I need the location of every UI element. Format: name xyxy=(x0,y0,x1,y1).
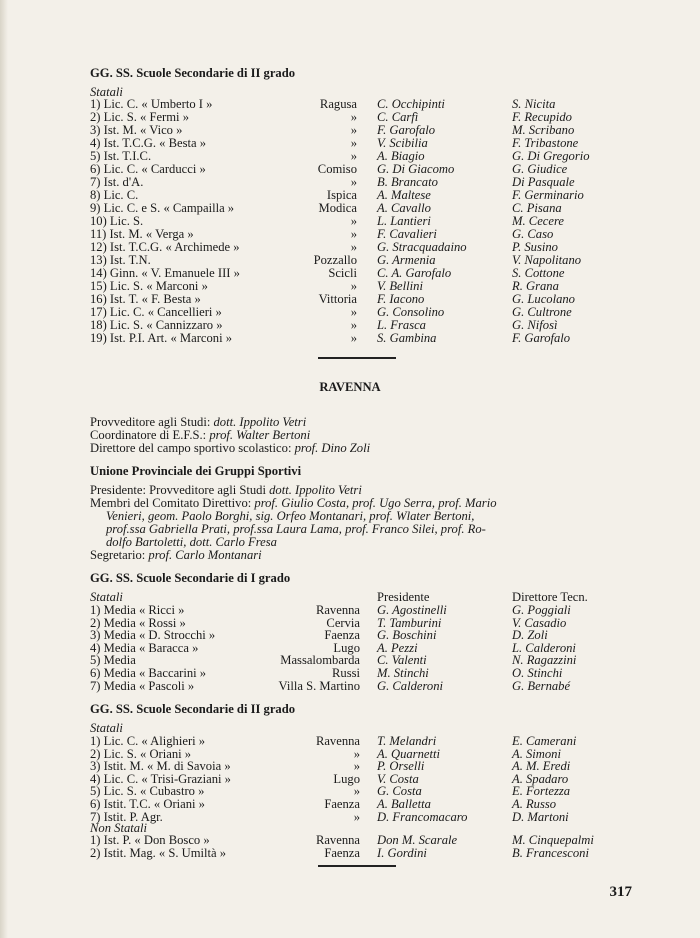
official-name: prof. Dino Zoli xyxy=(294,441,371,455)
school-name: 7) Istit. P. Agr. xyxy=(90,809,163,824)
president-name: dott. Ippolito Vetri xyxy=(269,483,362,497)
section-subheading: Statali xyxy=(90,721,123,735)
school-city: » xyxy=(350,136,357,150)
president-name: A. Biagio xyxy=(377,149,425,163)
president-name: S. Gambina xyxy=(377,331,437,345)
school-name: 15) Lic. S. « Marconi » xyxy=(90,279,208,293)
school-city: » xyxy=(350,279,357,293)
director-name: R. Grana xyxy=(512,279,559,293)
school-name: 4) Lic. C. « Trisi-Graziani » xyxy=(90,771,231,786)
school-name: 9) Lic. C. e S. « Campailla » xyxy=(90,201,235,215)
school-name: 1) Lic. C. « Alighieri » xyxy=(90,734,206,748)
city-title: RAVENNA xyxy=(319,380,381,394)
school-name: 3) Media « D. Strocchi » xyxy=(90,628,216,643)
school-name: 2) Media « Rossi » xyxy=(90,615,186,630)
section-heading: GG. SS. Scuole Secondarie di I grado xyxy=(90,571,291,585)
director-name: S. Nicita xyxy=(512,97,556,111)
school-name: 2) Istit. Mag. « S. Umiltà » xyxy=(90,845,227,860)
director-name: M. Scribano xyxy=(512,123,575,137)
president-name: G. Armenia xyxy=(377,253,436,267)
school-name: 16) Ist. T. « F. Besta » xyxy=(90,292,201,306)
school-name: 5) Ist. T.I.C. xyxy=(90,149,152,163)
school-name: 13) Ist. T.N. xyxy=(90,253,151,267)
school-name: 3) Ist. M. « Vico » xyxy=(90,123,183,137)
president-name: C. A. Garofalo xyxy=(377,266,452,280)
president-name: V. Costa xyxy=(377,771,419,786)
school-city: Ravenna xyxy=(315,734,360,748)
section-subheading: Statali xyxy=(90,590,123,604)
director-name: F. Recupido xyxy=(512,110,572,124)
committee-members: prof. Giulio Costa, prof. Ugo Serra, prof. Mario xyxy=(254,496,497,510)
official-name: prof. Walter Bertoni xyxy=(209,428,311,442)
school-name: 17) Lic. C. « Cancellieri » xyxy=(90,305,222,319)
president-name: L. Frasca xyxy=(377,318,426,332)
official-role: Provveditore agli Studi: xyxy=(90,415,211,429)
official-role: Direttore del campo sportivo scolastico: xyxy=(90,441,292,455)
school-name: 1) Lic. C. « Umberto I » xyxy=(90,97,213,111)
school-name: 18) Lic. S. « Cannizzaro » xyxy=(90,318,223,332)
school-city: » xyxy=(350,331,357,345)
director-name: A. Spadaro xyxy=(512,771,569,786)
president-name: A. Maltese xyxy=(377,188,431,202)
school-name: 2) Lic. S. « Oriani » xyxy=(90,746,192,761)
president-name: A. Pezzi xyxy=(377,640,418,655)
president-name: F. Garofalo xyxy=(377,123,436,137)
director-name: G. Nifosì xyxy=(512,318,558,332)
official-role: Coordinatore di E.F.S.: xyxy=(90,428,207,442)
school-name: 5) Lic. S. « Cubastro » xyxy=(90,784,205,799)
president-name: F. Iacono xyxy=(377,292,425,306)
school-city: Lugo xyxy=(333,771,360,786)
director-name: G. Giudice xyxy=(512,162,568,176)
president-name: F. Cavalieri xyxy=(377,227,437,241)
president-name: G. Stracquadaino xyxy=(377,240,467,254)
section-subheading: Statali xyxy=(90,85,123,99)
school-name: 10) Lic. S. xyxy=(90,214,144,228)
president-name: C. Occhipinti xyxy=(377,97,445,111)
director-name: P. Susino xyxy=(512,240,558,254)
director-name: D. Martoni xyxy=(512,809,569,824)
school-name: 6) Istit. T.C. « Oriani » xyxy=(90,797,205,811)
director-name: Di Pasquale xyxy=(512,175,575,189)
school-city: Ravenna xyxy=(315,603,360,617)
committee-members: dolfo Bartoletti, dott. Carlo Fresa xyxy=(106,535,277,549)
union-secretary xyxy=(90,549,262,562)
president-name: T. Tamburini xyxy=(377,615,442,630)
director-name: A. Russo xyxy=(512,797,557,811)
director-name: N. Ragazzini xyxy=(512,653,577,668)
president-name: G. Boschini xyxy=(377,628,437,643)
president-name: V. Bellini xyxy=(377,279,423,293)
president-name: V. Scibilia xyxy=(377,136,428,150)
school-name: 7) Ist. d'A. xyxy=(90,175,144,189)
director-name: L. Calderoni xyxy=(512,640,576,655)
director-name: O. Stinchi xyxy=(512,666,563,680)
school-city: Faenza xyxy=(324,628,360,643)
school-city: Cervia xyxy=(326,615,360,630)
director-name: G. Di Gregorio xyxy=(512,149,590,163)
official-line xyxy=(90,442,370,455)
school-city: Faenza xyxy=(324,797,360,811)
president-text: Provveditore agli Studi xyxy=(149,483,266,497)
president-name: C. Carfì xyxy=(377,110,419,124)
director-name: F. Tribastone xyxy=(512,136,579,150)
school-name: 7) Media « Pascoli » xyxy=(90,678,195,693)
secretary-role: Segretario: xyxy=(90,548,146,562)
president-name: D. Francomacaro xyxy=(377,809,468,824)
school-city: » xyxy=(350,318,357,332)
director-name: M. Cinquepalmi xyxy=(512,833,594,847)
section-heading: GG. SS. Scuole Secondarie di II grado xyxy=(90,66,296,80)
director-name: G. Poggiali xyxy=(512,603,571,617)
school-city: Comiso xyxy=(317,162,357,176)
director-name: A. Simoni xyxy=(512,746,561,761)
school-city: » xyxy=(353,759,360,774)
school-name: 11) Ist. M. « Verga » xyxy=(90,227,194,241)
director-name: G. Cultrone xyxy=(512,305,572,319)
president-name: C. Valenti xyxy=(377,653,427,668)
school-name: 3) Istit. M. « M. di Savoia » xyxy=(90,759,231,774)
school-city: Villa S. Martino xyxy=(278,678,360,693)
director-name: F. Germinario xyxy=(512,188,584,202)
school-name: 4) Ist. T.C.G. « Besta » xyxy=(90,136,207,150)
school-name: 2) Lic. S. « Fermi » xyxy=(90,110,189,124)
school-city: » xyxy=(350,227,357,241)
school-name: 19) Ist. P.I. Art. « Marconi » xyxy=(90,331,233,345)
school-city: Ispica xyxy=(326,188,357,202)
director-name: V. Napolitano xyxy=(512,253,582,267)
divider-rule xyxy=(318,357,396,359)
president-name: G. Calderoni xyxy=(377,678,444,693)
page-number: 317 xyxy=(609,884,632,900)
column-header-president: Presidente xyxy=(377,590,430,604)
school-name: 6) Lic. C. « Carducci » xyxy=(90,162,206,176)
column-header-director: Direttore Tecn. xyxy=(512,590,588,604)
school-name: 4) Media « Baracca » xyxy=(90,640,199,655)
director-name: B. Francesconi xyxy=(512,845,589,860)
school-city: Ravenna xyxy=(315,833,360,847)
director-name: M. Cecere xyxy=(512,214,564,228)
section-heading: GG. SS. Scuole Secondarie di II grado xyxy=(90,702,296,716)
director-name: E. Fortezza xyxy=(512,784,571,799)
president-name: G. Consolino xyxy=(377,305,445,319)
secretary-name: prof. Carlo Montanari xyxy=(148,548,262,562)
union-heading: Unione Provinciale dei Gruppi Sportivi xyxy=(90,464,302,478)
director-name: S. Cottone xyxy=(512,266,565,280)
school-city: Pozzallo xyxy=(313,253,357,267)
school-city: » xyxy=(350,123,357,137)
school-city: » xyxy=(353,809,360,824)
president-name: G. Agostinelli xyxy=(377,603,447,617)
president-name: A. Quarnetti xyxy=(377,746,440,761)
school-city: » xyxy=(350,240,357,254)
president-name: P. Orselli xyxy=(377,759,425,774)
school-name: 1) Ist. P. « Don Bosco » xyxy=(90,833,210,847)
director-name: A. M. Eredi xyxy=(512,759,571,774)
section-subheading: Non Statali xyxy=(90,821,148,835)
committee-members: Venieri, geom. Paolo Borghi, sig. Orfeo Montanari, prof. Wlater Bertoni, xyxy=(106,509,475,523)
school-name: 12) Ist. T.C.G. « Archimede » xyxy=(90,240,240,254)
school-city: Russi xyxy=(332,666,360,680)
president-role: Presidente: xyxy=(90,483,146,497)
school-city: » xyxy=(353,784,360,799)
president-name: G. Costa xyxy=(377,784,422,799)
president-name: Don M. Scarale xyxy=(377,833,458,847)
school-city: » xyxy=(350,110,357,124)
divider-rule xyxy=(318,865,396,867)
school-city: Modica xyxy=(318,201,357,215)
school-city: » xyxy=(350,214,357,228)
director-name: G. Bernabé xyxy=(512,678,571,693)
director-name: C. Pisana xyxy=(512,201,562,215)
school-city: Ragusa xyxy=(319,97,357,111)
president-name: B. Brancato xyxy=(377,175,438,189)
president-name: G. Di Giacomo xyxy=(377,162,455,176)
president-name: A. Balletta xyxy=(377,797,431,811)
president-name: M. Stinchi xyxy=(377,666,429,680)
school-name: 5) Media xyxy=(90,653,136,668)
school-city: Scicli xyxy=(328,266,357,280)
school-city: » xyxy=(353,746,360,761)
binding-edge xyxy=(0,0,8,938)
president-name: I. Gordini xyxy=(377,845,427,860)
school-name: 14) Ginn. « V. Emanuele III » xyxy=(90,266,240,280)
director-name: E. Camerani xyxy=(512,734,577,748)
president-name: A. Cavallo xyxy=(377,201,431,215)
school-city: Lugo xyxy=(333,640,360,655)
school-name: 6) Media « Baccarini » xyxy=(90,666,207,680)
director-name: V. Casadio xyxy=(512,615,567,630)
school-city: Faenza xyxy=(324,845,360,860)
director-name: G. Caso xyxy=(512,227,554,241)
director-name: G. Lucolano xyxy=(512,292,575,306)
school-city: Vittoria xyxy=(318,292,357,306)
official-name: dott. Ippolito Vetri xyxy=(213,415,307,429)
school-city: » xyxy=(350,305,357,319)
school-city: Massalombarda xyxy=(280,653,360,668)
school-city: » xyxy=(350,149,357,163)
director-name: F. Garofalo xyxy=(512,331,571,345)
committee-members: prof.ssa Gabriella Prati, prof.ssa Laura Lama, prof. Franco Silei, prof. Ro- xyxy=(106,522,486,536)
president-name: L. Lantieri xyxy=(377,214,431,228)
director-name: D. Zoli xyxy=(512,628,548,643)
committee-role: Membri del Comitato Direttivo: xyxy=(90,496,252,510)
president-name: T. Melandri xyxy=(377,734,437,748)
school-name: 8) Lic. C. xyxy=(90,188,139,202)
school-city: » xyxy=(350,175,357,189)
school-name: 1) Media « Ricci » xyxy=(90,603,185,617)
